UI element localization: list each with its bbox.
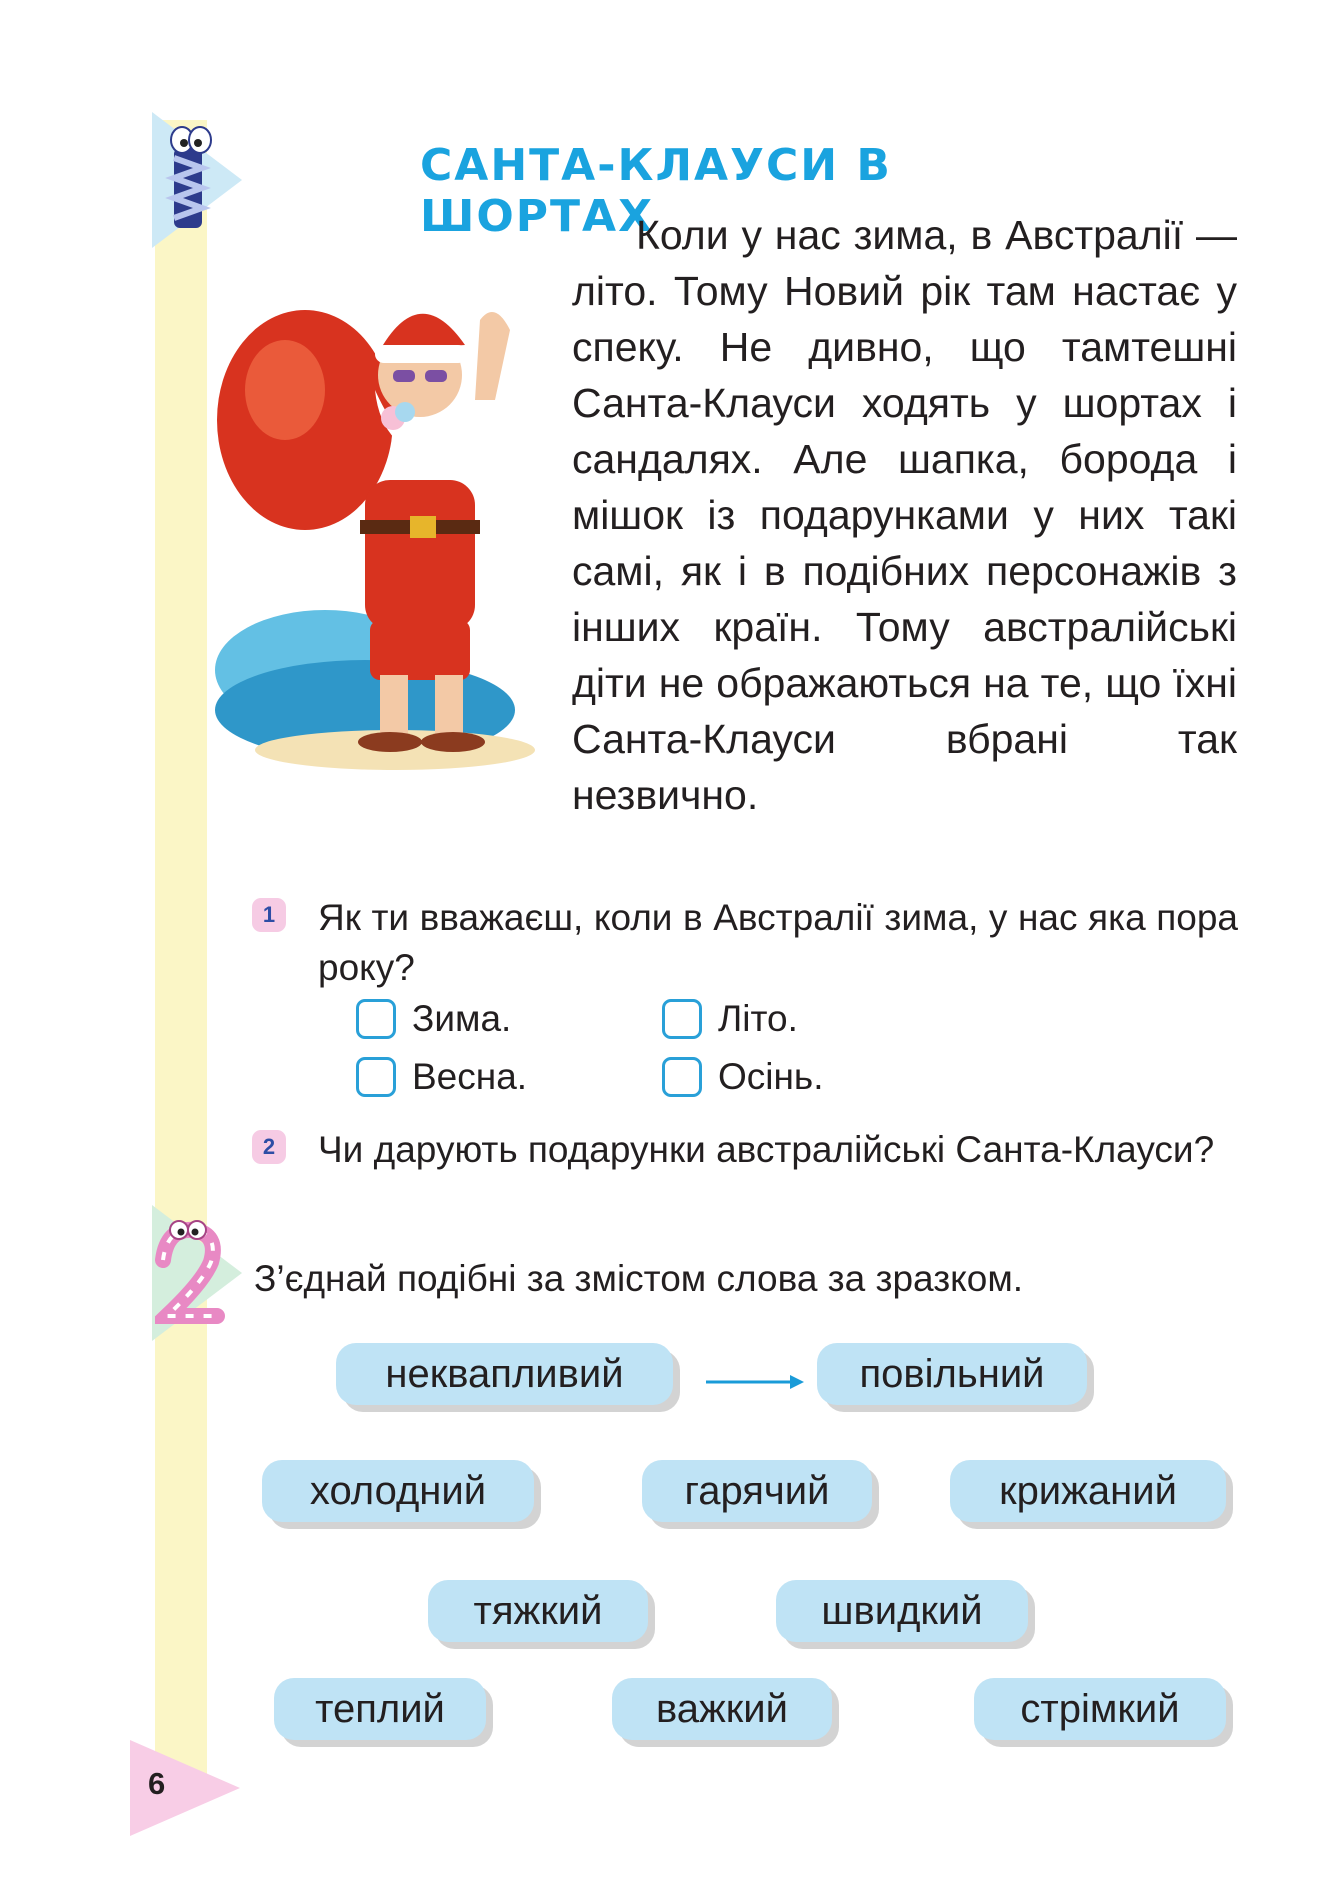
option-label: Літо.: [718, 998, 798, 1039]
checkbox[interactable]: [356, 999, 396, 1039]
word-pill-example-to[interactable]: повільний: [817, 1343, 1087, 1405]
word-pill-example-from[interactable]: неквапливий: [336, 1343, 673, 1405]
option-autumn[interactable]: [662, 1056, 824, 1098]
word-pill[interactable]: гарячий: [642, 1460, 872, 1522]
digit-one-mascot-icon: [160, 118, 220, 230]
story-paragraph: Коли у нас зима, в Австралії — літо. Тому Новий рік там настає у спеку. Не дивно, що тамтешні Санта-Клауси ходять у шортах і сандалях. Але шапка, борода і мішок із подарунками у них такі самі, як і в подібних персонажів з інших країн. Тому австралійські діти не ображаються на те, що їхні Санта-Клауси вбрані так незвично.: [572, 212, 1237, 818]
question-number-badge: 1: [252, 898, 286, 932]
word-pill[interactable]: холодний: [262, 1460, 534, 1522]
word-pill[interactable]: крижаний: [950, 1460, 1226, 1522]
question-number-badge: 2: [252, 1130, 286, 1164]
checkbox[interactable]: [662, 999, 702, 1039]
word-pill[interactable]: тяжкий: [428, 1580, 648, 1642]
word-pill[interactable]: швидкий: [776, 1580, 1028, 1642]
option-label: Весна.: [412, 1056, 528, 1097]
page-corner-marker: [130, 1740, 240, 1836]
option-summer[interactable]: [662, 998, 798, 1040]
word-pill[interactable]: важкий: [612, 1678, 832, 1740]
question-1-text: Як ти вважаєш, коли в Австралії зима, у нас яка пора року?: [318, 897, 1238, 988]
side-strip: [155, 120, 207, 1780]
page-number: 6: [148, 1766, 166, 1801]
option-winter[interactable]: [356, 998, 511, 1040]
page-title: САНТА-КЛАУСИ В ШОРТАХ: [420, 140, 892, 242]
story-text: [572, 207, 1237, 823]
santa-illustration: [215, 290, 545, 770]
word-pill[interactable]: стрімкий: [974, 1678, 1226, 1740]
arrow-right-icon: [706, 1373, 806, 1391]
task-2-instruction: З’єднай подібні за змістом слова за зразком.: [254, 1258, 1024, 1299]
option-spring[interactable]: [356, 1056, 527, 1098]
option-label: Зима.: [412, 998, 512, 1039]
question-2-text: Чи дарують подарунки австралійські Санта-Клауси?: [318, 1129, 1215, 1170]
checkbox[interactable]: [356, 1057, 396, 1097]
checkbox[interactable]: [662, 1057, 702, 1097]
option-label: Осінь.: [718, 1056, 824, 1097]
digit-two-mascot-icon: [155, 1220, 225, 1330]
word-pill[interactable]: теплий: [274, 1678, 486, 1740]
